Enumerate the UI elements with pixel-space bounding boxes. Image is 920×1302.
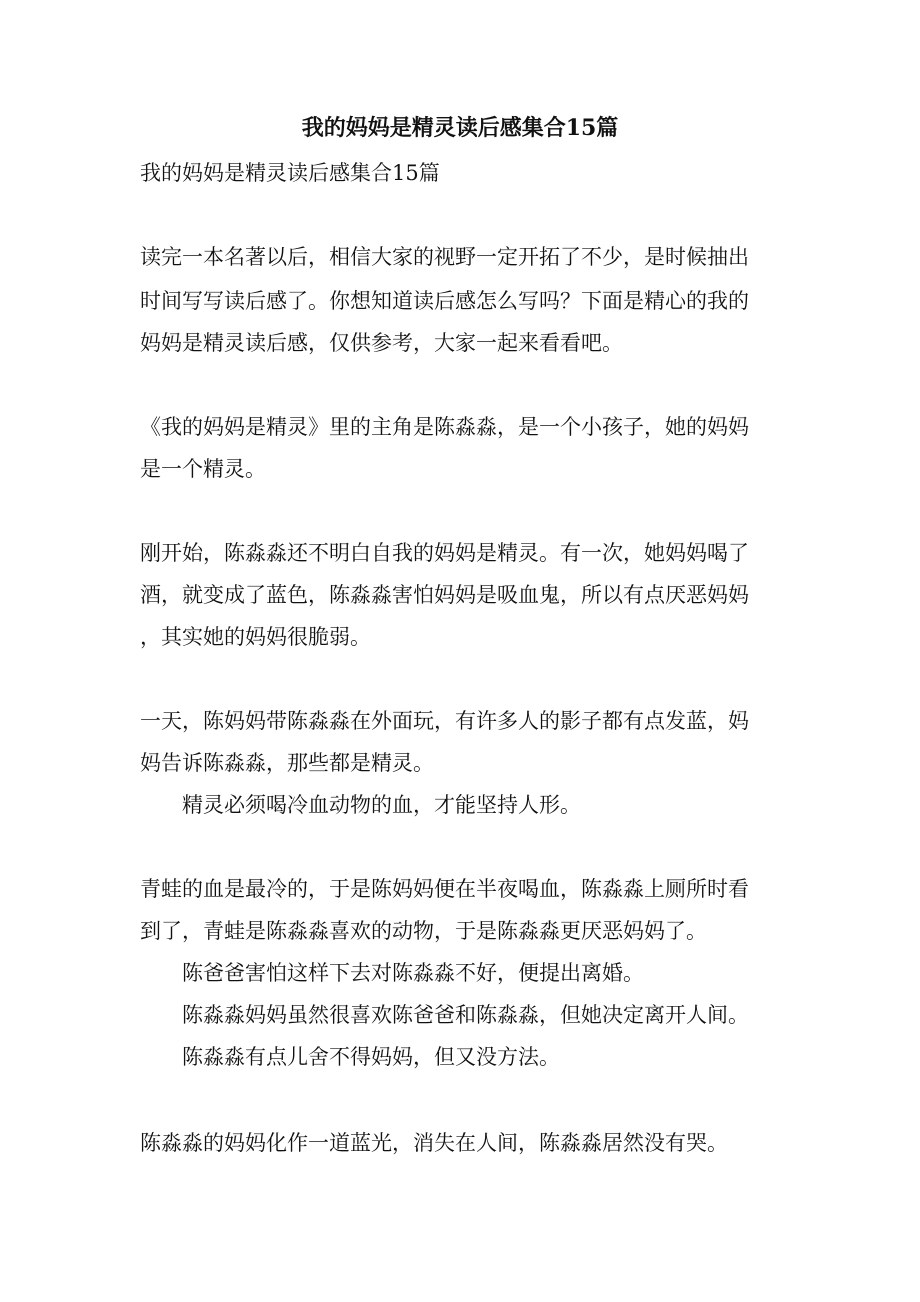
paragraph-line: 《我的妈妈是精灵》里的主角是陈淼淼，是一个小孩子，她的妈妈 <box>140 415 749 439</box>
paragraph-line: 妈告诉陈淼淼，那些都是精灵。 <box>140 751 434 775</box>
paragraph-line: 陈淼淼的妈妈化作一道蓝光，消失在人间，陈淼淼居然没有哭。 <box>140 1131 728 1155</box>
paragraph-line: 酒，就变成了蓝色，陈淼淼害怕妈妈是吸血鬼，所以有点厌恶妈妈 <box>140 583 749 607</box>
paragraph-line-indented: 陈淼淼妈妈虽然很喜欢陈爸爸和陈淼淼，但她决定离开人间。 <box>182 1003 749 1027</box>
paragraph-line: 刚开始，陈淼淼还不明白自我的妈妈是精灵。有一次，她妈妈喝了 <box>140 541 749 565</box>
paragraph-line-indented: 陈爸爸害怕这样下去对陈淼淼不好，便提出离婚。 <box>182 961 644 985</box>
paragraph-line: 一天，陈妈妈带陈淼淼在外面玩，有许多人的影子都有点发蓝，妈 <box>140 709 749 733</box>
paragraph-line-indented: 精灵必须喝冷血动物的血，才能坚持人形。 <box>182 793 581 817</box>
paragraph-line: 读完一本名著以后，相信大家的视野一定开拓了不少，是时候抽出 <box>140 245 749 269</box>
paragraph-line: 到了，青蛙是陈淼淼喜欢的动物，于是陈淼淼更厌恶妈妈了。 <box>140 919 707 943</box>
paragraph-line: 青蛙的血是最冷的，于是陈妈妈便在半夜喝血，陈淼淼上厕所时看 <box>140 877 749 901</box>
document-title: 我的妈妈是精灵读后感集合15篇 <box>301 115 619 141</box>
paragraph-line: 是一个精灵。 <box>140 457 266 481</box>
paragraph-line: ，其实她的妈妈很脆弱。 <box>140 625 371 649</box>
paragraph-line: 妈妈是精灵读后感，仅供参考，大家一起来看看吧。 <box>140 331 623 355</box>
paragraph-line: 时间写写读后感了。你想知道读后感怎么写吗？下面是精心的我的 <box>140 289 749 313</box>
paragraph-line-indented: 陈淼淼有点儿舍不得妈妈，但又没方法。 <box>182 1045 560 1069</box>
document-subtitle: 我的妈妈是精灵读后感集合15篇 <box>140 161 440 185</box>
